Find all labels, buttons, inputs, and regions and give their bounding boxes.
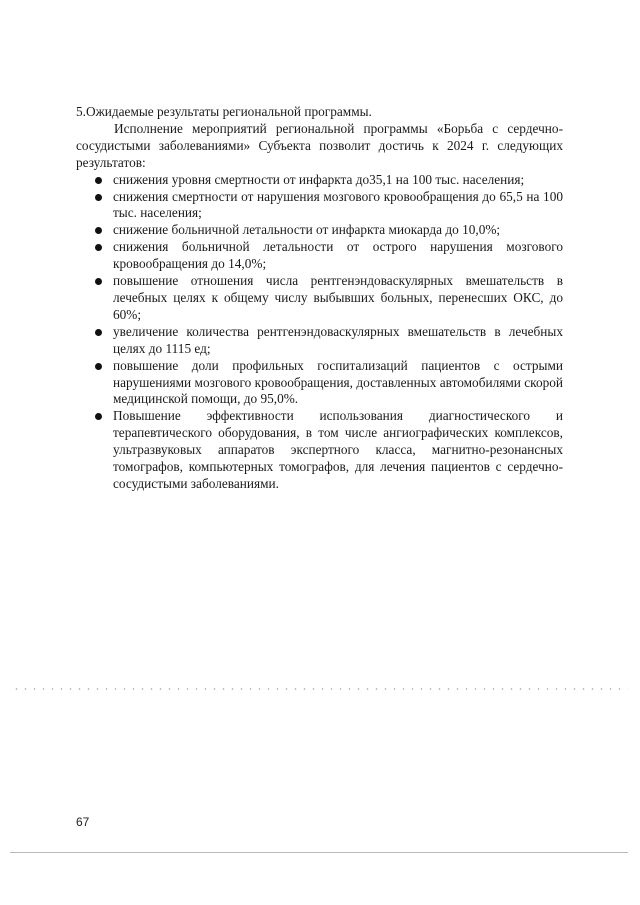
results-list <box>76 172 563 493</box>
list-item <box>76 239 563 273</box>
section-heading: 5.Ожидаемые результаты региональной программы. <box>76 104 372 119</box>
list-item <box>76 324 563 358</box>
list-item-text: повышение доли профильных госпитализаций пациентов с острыми нарушениями мозгового кровообращения, доставленных автомобилями скорой медицинской помощи, до 95,0%. <box>113 357 563 407</box>
bullet-icon <box>95 177 102 184</box>
list-item <box>76 408 563 493</box>
list-item <box>76 189 563 223</box>
bullet-icon <box>95 244 102 251</box>
list-item <box>76 222 563 239</box>
bullet-icon <box>95 329 102 336</box>
bullet-icon <box>95 227 102 234</box>
list-item-text: снижения смертности от нарушения мозгового кровообращения до 65,5 на 100 тыс. населения; <box>113 188 563 221</box>
bullet-icon <box>95 363 102 370</box>
list-item-text: Повышение эффективности использования диагностического и терапевтического оборудования, в том числе ангиографических комплексов, ультразвуковых аппаратов экспертного класса, магнитно-резонансных томографов, компьютерных томографов, для лечения пациентов с сердечно-сосудистыми заболеваниями. <box>113 408 563 491</box>
bullet-icon <box>95 194 102 201</box>
document-body <box>76 104 563 493</box>
scan-artifact-divider <box>12 688 628 690</box>
page-number: 67 <box>76 815 90 829</box>
footer-divider <box>10 852 628 853</box>
bullet-icon <box>95 413 102 420</box>
intro-paragraph: Исполнение мероприятий региональной программы «Борьба с сердечно-сосудистыми заболеваниями» Субъекта позволит достичь к 2024 г. следующих результатов: <box>76 120 563 170</box>
list-item-text: снижение больничной летальности от инфаркта миокарда до 10,0%; <box>113 222 501 238</box>
bullet-icon <box>95 278 102 285</box>
list-item <box>76 172 563 189</box>
list-item <box>76 273 563 324</box>
list-item <box>76 358 563 409</box>
list-item-text: снижения больничной летальности от острого нарушения мозгового кровообращения до 14,0%; <box>113 239 563 272</box>
list-item-text: увеличение количества рентгенэндоваскулярных вмешательств в лечебных целях до 1115 ед; <box>113 323 563 356</box>
list-item-text: снижения уровня смертности от инфаркта до35,1 на 100 тыс. населения; <box>113 171 525 187</box>
list-item-text: повышение отношения числа рентгенэндоваскулярных вмешательств в лечебных целях к общему числу выбывших больных, перенесших ОКС, до 60%; <box>113 273 563 322</box>
